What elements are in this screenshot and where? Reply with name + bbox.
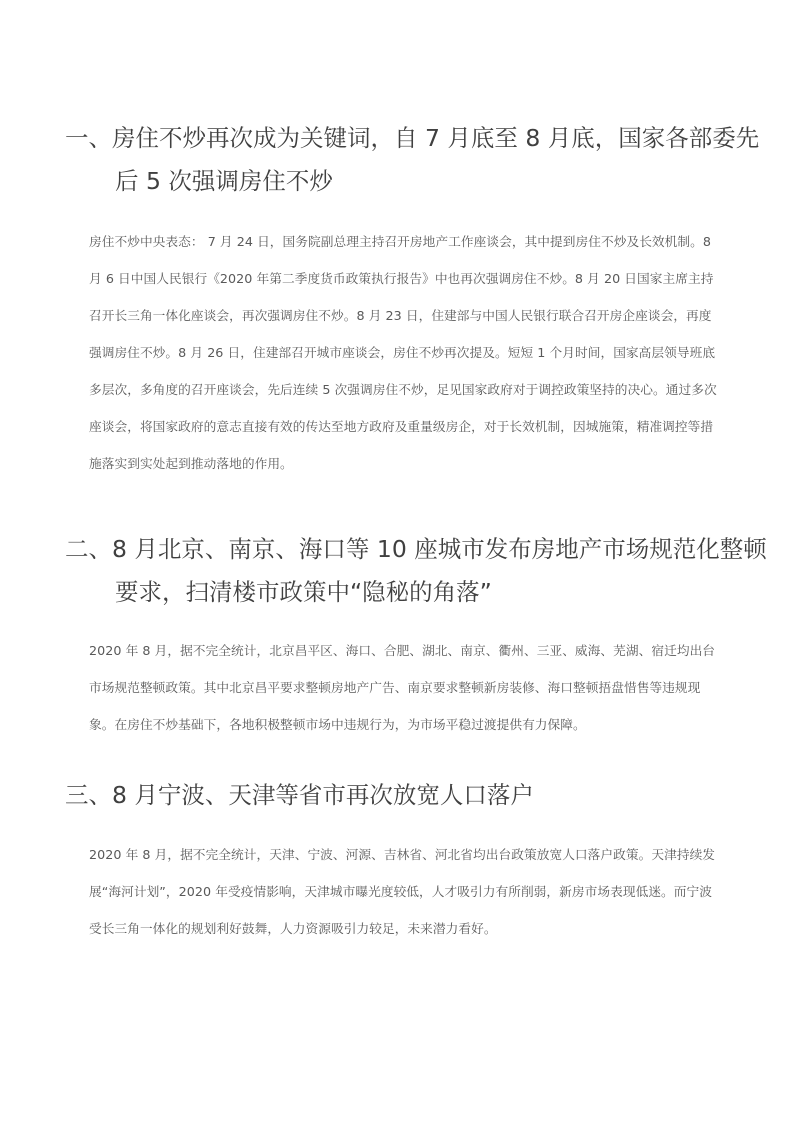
section-body-2: 2020 年 8 月，据不完全统计，北京昌平区、海口、合肥、湖北、南京、衢州、三亚、威海、芜湖、宿迁均出台市场规范整顿政策。其中北京昌平要求整顿房地产广告、南京要求整顿新房装修、海口整顿捂盘惜售等违规现象。在房住不炒基础下，各地积极整顿市场中违规行为，为市场平稳过渡提供有力保障。 <box>89 643 716 732</box>
section-heading-2: 二、8 月北京、南京、海口等 10 座城市发布房地产市场规范化整顿要求，扫清楼市政策中“隐秘的角落” <box>65 535 767 606</box>
section-heading-1: 一、房住不炒再次成为关键词，自 7 月底至 8 月底，国家各部委先后 5 次强调房住不炒 <box>65 124 760 195</box>
section-body-3: 2020 年 8 月，据不完全统计，天津、宁波、河源、吉林省、河北省均出台政策放宽人口落户政策。天津持续发展“海河计划”，2020 年受疫情影响，天津城市曝光度较低，人才吸引力有所削弱，新房市场表现低迷。而宁波受长三角一体化的规划利好鼓舞，人力资源吸引力较足，未来潜力看好。 <box>89 847 716 936</box>
section-body-1: 房住不炒中央表态： 7 月 24 日，国务院副总理主持召开房地产工作座谈会，其中提到房住不炒及长效机制。8 月 6 日中国人民银行《2020 年第二季度货币政策执行报告》中也再次强调房住不炒。8 月 20 日国家主席主持召开长三角一体化座谈会，再次强调房住不炒。8 月 23 日，住建部与中国人民银行联合召开房企座谈会，再度强调房住不炒。8 月 26 日，住建部召开城市座谈会，房住不炒再次提及。短短 1 个月时间，国家高层领导班底多层次，多角度的召开座谈会，先后连续 5 次强调房住不炒，足见国家政府对于调控政策坚持的决心。通过多次座谈会，将国家政府的意志直接有效的传达至地方政府及重量级房企，对于长效机制，因城施策，精准调控等措施落实到实处起到推动落地的作用。 <box>89 234 717 471</box>
section-heading-3: 三、8 月宁波、天津等省市再次放宽人口落户 <box>65 781 534 809</box>
